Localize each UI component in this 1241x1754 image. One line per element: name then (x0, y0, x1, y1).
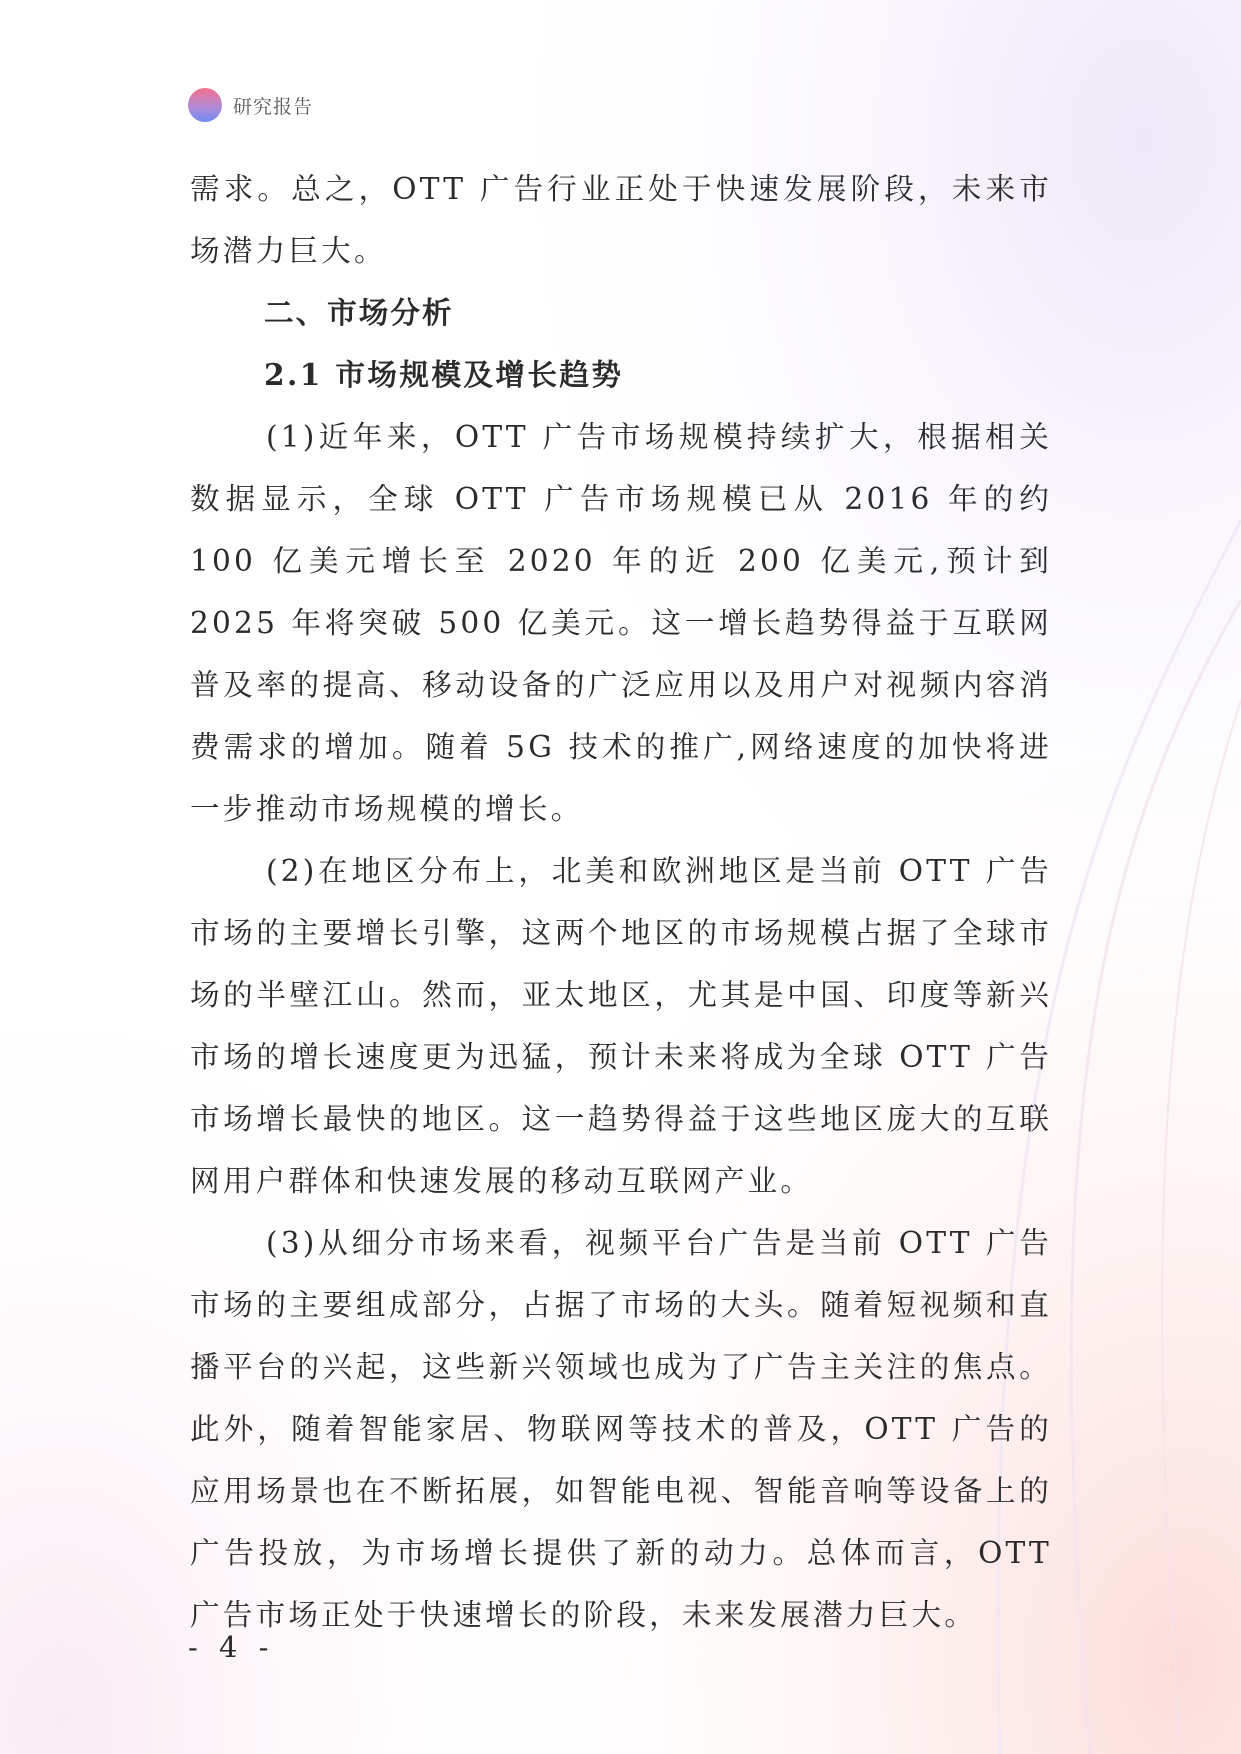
document-body (190, 158, 1052, 1646)
subsection-title: 2.1 市场规模及增长趋势 (264, 357, 624, 392)
intro-tail-paragraph: 需求。总之，OTT 广告行业正处于快速发展阶段，未来市场潜力巨大。 (190, 172, 1052, 268)
paragraph-1: (1)近年来，OTT 广告市场规模持续扩大，根据相关数据显示，全球 OTT 广告市场规模已从 2016 年的约 100 亿美元增长至 2020 年的近 200 亿美元,预计到 2025 年将突破 500 亿美元。这一增长趋势得益于互联网普及率的提高、移动设备的广泛应用以及用户对视频内容消费需求的增加。随着 5G 技术的推广,网络速度的加快将进一步推动市场规模的增长。 (190, 420, 1052, 826)
section-title: 二、市场分析 (264, 296, 454, 330)
paragraph-3: (3)从细分市场来看，视频平台广告是当前 OTT 广告市场的主要组成部分，占据了市场的大头。随着短视频和直播平台的兴起，这些新兴领域也成为了广告主关注的焦点。此外，随着智能家居、物联网等技术的普及，OTT 广告的应用场景也在不断拓展，如智能电视、智能音响等设备上的广告投放，为市场增长提供了新的动力。总体而言，OTT 广告市场正处于快速增长的阶段，未来发展潜力巨大。 (190, 1226, 1052, 1632)
page-header (188, 87, 313, 123)
report-logo-icon (188, 88, 222, 122)
paragraph-2: (2)在地区分布上，北美和欧洲地区是当前 OTT 广告市场的主要增长引擎，这两个地区的市场规模占据了全球市场的半壁江山。然而，亚太地区，尤其是中国、印度等新兴市场的增长速度更为迅猛，预计未来将成为全球 OTT 广告市场增长最快的地区。这一趋势得益于这些地区庞大的互联网用户群体和快速发展的移动互联网产业。 (190, 854, 1052, 1198)
header-title: 研究报告 (233, 95, 314, 118)
page-number: - 4 - (188, 1630, 275, 1664)
